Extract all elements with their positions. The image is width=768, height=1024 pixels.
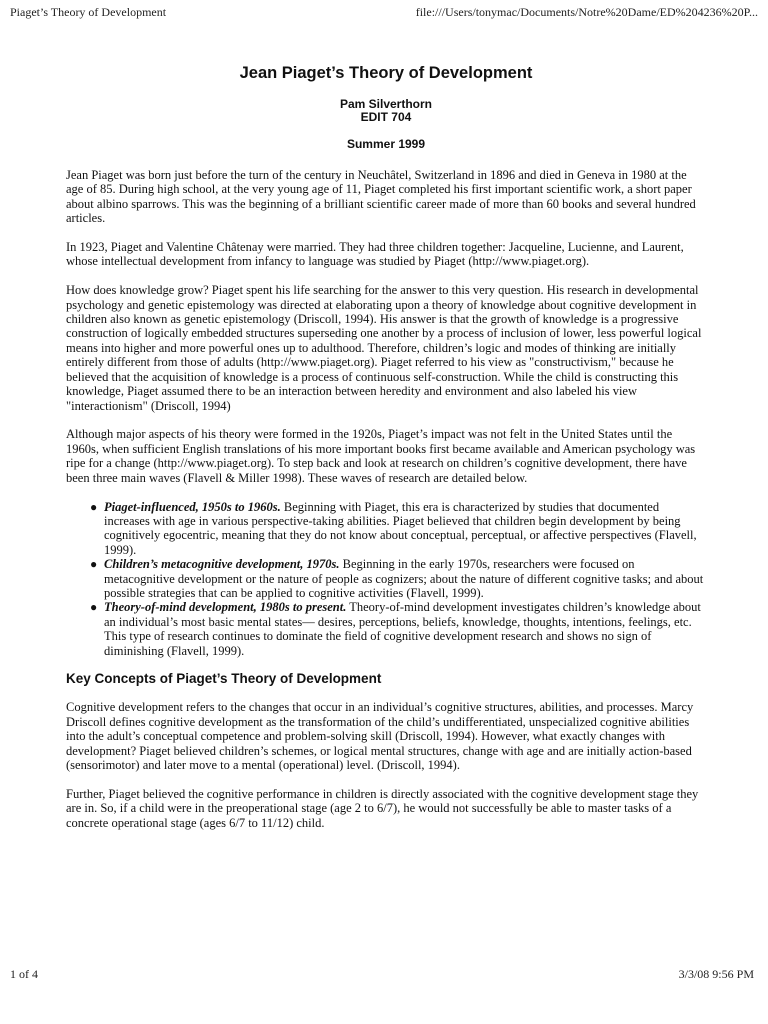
list-item-text: Beginning in the early 1970s, researchers were focused on metacognitive development or the nature of people as cognizers; about the nature of different cognitive tasks; and about possible strategies that can be applied to cognitive activities (Flavell, 1999). — [104, 557, 704, 600]
course-code: EDIT 704 — [360, 110, 412, 125]
paragraph: Further, Piaget believed the cognitive performance in children is directly associated with the cognitive development stage they are in. So, if a child were in the preoperational stage (age 2 to 6/7), he would not successfully be able to master tasks of a concrete operational stage (ages 6/7 to 11/12) child. — [66, 786, 699, 830]
list-item-lead: Children’s metacognitive development, 1970s. — [104, 557, 340, 572]
print-datetime: 3/3/08 9:56 PM — [678, 967, 754, 981]
page-number: 1 of 4 — [10, 967, 38, 981]
research-waves-list — [66, 500, 706, 658]
list-item — [90, 499, 706, 558]
browser-print-title: Piaget’s Theory of Development — [10, 5, 167, 19]
paragraph: How does knowledge grow? Piaget spent his life searching for the answer to this very question. His research in developmental psychology and genetic epistemology was directed at elaborating upon a theory of knowledge about cognitive development in children also known as genetic epistemology (Driscoll, 1994). His answer is that the growth of knowledge is a progressive construction of logically embedded structures superseding one another by a process of inclusion of lower, less powerful logical means into higher and more powerful ones up to adulthood. Therefore, children’s logic and modes of thinking are initially entirely different from those of adults (http://www.piaget.org). Piaget referred to his view as "constructivism," because he believed that the acquisition of knowledge is a process of continuous self-construction. While the child is constructing this knowledge, Piaget assumed there to be an interaction between heredity and environment and also labeled his view "interactionism" (Driscoll, 1994) — [66, 283, 702, 413]
paragraph: Jean Piaget was born just before the turn of the century in Neuchâtel, Switzerland in 1896 and died in Geneva in 1980 at the age of 85. During high school, at the very young age of 11, Piaget completed his first important scientific work, a short paper about albino sparrows. This was the beginning of a brilliant scientific career made of more than 60 books and several hundred articles. — [66, 167, 696, 226]
document-date: Summer 1999 — [346, 137, 426, 152]
document-body — [66, 66, 706, 845]
bullet-icon: ● — [90, 499, 98, 514]
paragraph: Cognitive development refers to the changes that occur in an individual’s cognitive structures, abilities, and processes. Marcy Driscoll defines cognitive development as the transformation of the child’s undifferentiated, unspecialized cognitive abilities into the adult’s conceptual competence and problem-solving skill (Driscoll, 1994). However, what exactly changes with development? Piaget believed children’s schemes, or logical mental structures, change with age and are initially action-based (sensorimotor) and later move to a mental (operational) level. (Driscoll, 1994). — [66, 700, 694, 773]
paragraph: Although major aspects of his theory were formed in the 1920s, Piaget’s impact was not felt in the United States until the 1960s, when sufficient English translations of his more important books first became available and American psychology was ripe for a change (http://www.piaget.org). To step back and look at research on children’s cognitive development, there have been three main waves (Flavell & Miller 1998). These waves of research are detailed below. — [66, 427, 696, 485]
list-item-text: Beginning with Piaget, this era is characterized by studies that documented increases with age in various perspective-taking abilities. Piaget believed that children begin development by being cognitively egocentric, meaning that they do not know about conceptual, perceptual, or affective perspectives (Flavell, 1999). — [104, 499, 697, 557]
list-item-lead: Piaget-influenced, 1950s to 1960s. — [104, 499, 281, 514]
list-item-text: Theory-of-mind development investigates children’s knowledge about an individual’s most basic mental states— desires, perceptions, beliefs, knowledge, thoughts, intentions, feelings, etc. This type of research continues to dominate the field of cognitive development research and shows no sign of diminishing (Flavell, 1999). — [104, 600, 701, 658]
section-heading: Key Concepts of Piaget’s Theory of Development — [66, 671, 382, 686]
author-name: Pam Silverthorn — [339, 97, 433, 112]
paragraph: In 1923, Piaget and Valentine Châtenay were married. They had three children together: Jacqueline, Lucienne, and Laurent, whose intellectual development from infancy to language was studied by Piaget (http://www.piaget.org). — [66, 239, 684, 269]
bullet-icon: ● — [90, 557, 98, 572]
browser-print-url: file:///Users/tonymac/Documents/Notre%20Dame/ED%204236%20P... — [415, 5, 758, 19]
list-item-lead: Theory-of-mind development, 1980s to present. — [104, 600, 347, 615]
list-item — [90, 557, 706, 600]
bullet-icon: ● — [90, 600, 98, 615]
list-item — [90, 600, 706, 658]
page-title: Jean Piaget’s Theory of Development — [239, 64, 533, 82]
